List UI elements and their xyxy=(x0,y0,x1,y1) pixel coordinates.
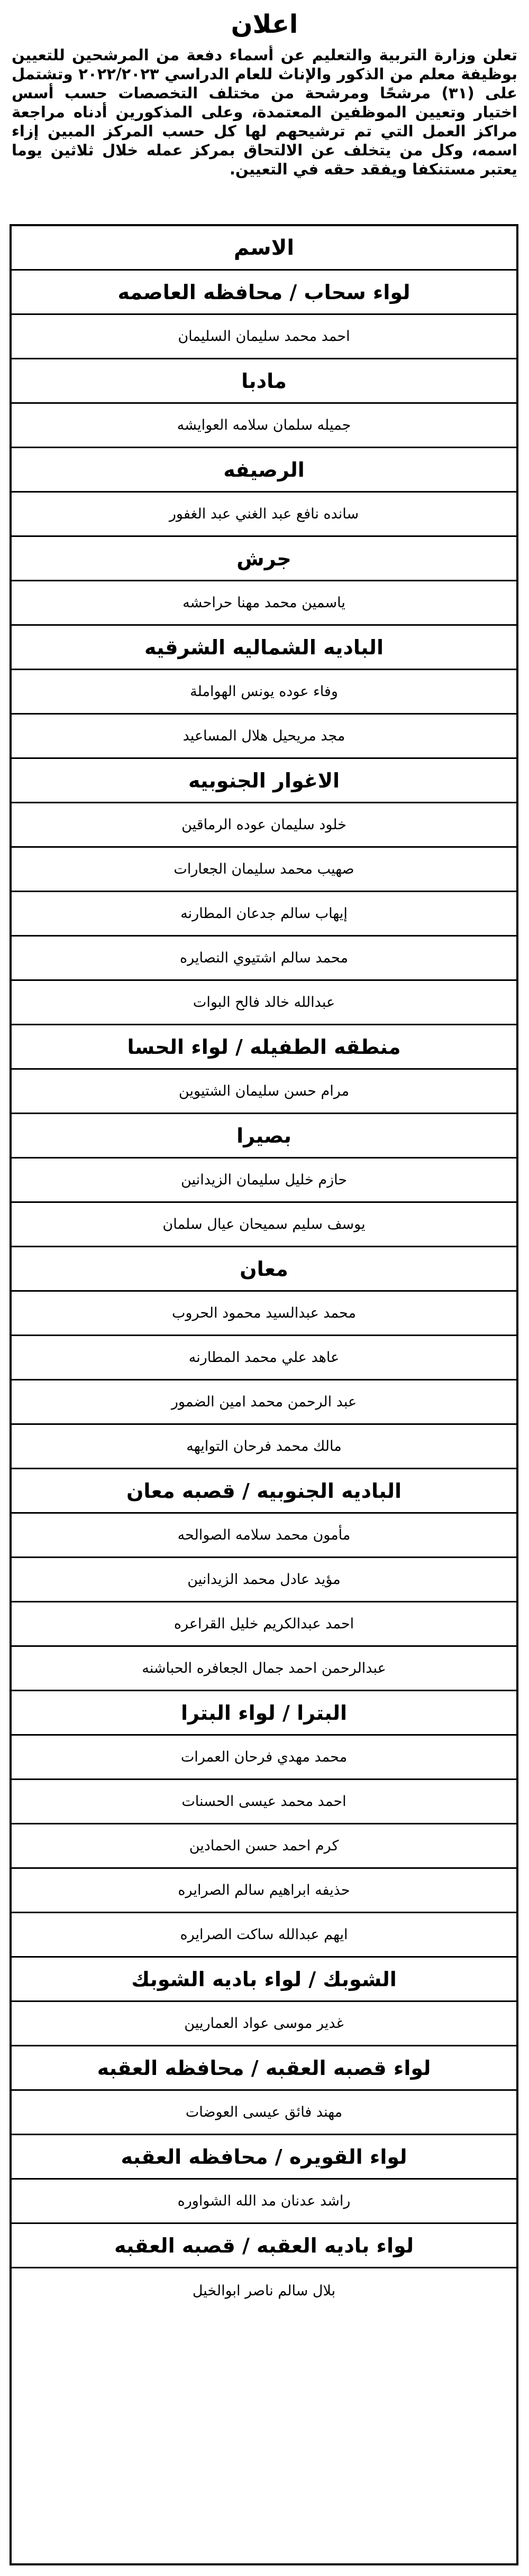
candidate-name: كرم احمد حسن الحمادين xyxy=(12,1824,516,1869)
region-heading: الرصيفه xyxy=(12,448,516,493)
region-heading: معان xyxy=(12,1247,516,1292)
table-header: الاسم xyxy=(12,226,516,271)
region-heading: البترا / لواء البترا xyxy=(12,1691,516,1736)
region-heading: بصيرا xyxy=(12,1114,516,1159)
announcement-title: اعلان xyxy=(231,10,298,39)
candidate-name: سانده نافع عبد الغني عبد الغفور xyxy=(12,493,516,537)
region-heading: الاغوار الجنوبيه xyxy=(12,759,516,803)
region-heading: لواء قصبه العقبه / محافظه العقبه xyxy=(12,2046,516,2091)
candidate-name: إيهاب سالم جدعان المطارنه xyxy=(12,892,516,937)
candidate-name: محمد سالم اشتيوي النصايره xyxy=(12,937,516,981)
candidate-name: جميله سلمان سلامه العوايشه xyxy=(12,404,516,448)
region-heading: الباديه الجنوبيه / قصبه معان xyxy=(12,1469,516,1514)
candidate-name: عبدالرحمن احمد جمال الجعافره الحباشنه xyxy=(12,1647,516,1691)
candidate-name: مجد مريحيل هلال المساعيد xyxy=(12,715,516,759)
candidate-name: غدير موسى عواد العماريين xyxy=(12,2002,516,2046)
candidate-name: راشد عدنان مد الله الشواوره xyxy=(12,2180,516,2224)
candidate-name: يوسف سليم سميحان عيال سلمان xyxy=(12,1203,516,1247)
candidate-name: محمد مهدي فرحان العمرات xyxy=(12,1736,516,1780)
region-heading: مادبا xyxy=(12,359,516,404)
candidate-name: مأمون محمد سلامه الصوالحه xyxy=(12,1514,516,1558)
candidate-name: احمد محمد سليمان السليمان xyxy=(12,315,516,359)
candidate-name: مالك محمد فرحان التوايهه xyxy=(12,1425,516,1469)
candidate-name: حذيفه ابراهيم سالم الصرايره xyxy=(12,1869,516,1913)
candidate-name: عبدالله خالد فالح البوات xyxy=(12,981,516,1025)
candidate-name: احمد محمد عيسى الحسنات xyxy=(12,1780,516,1824)
candidate-name: حازم خليل سليمان الزيدانين xyxy=(12,1159,516,1203)
candidates-table xyxy=(10,224,518,2565)
candidate-name: مهند فائق عيسى العوضات xyxy=(12,2091,516,2135)
region-heading: جرش xyxy=(12,537,516,581)
candidate-name: احمد عبدالكريم خليل القراعره xyxy=(12,1602,516,1647)
candidate-name: بلال سالم ناصر ابوالخيل xyxy=(192,2282,336,2299)
announcement-intro: تعلن وزارة التربية والتعليم عن أسماء دفعة من المرشحين للتعيين بوظيفة معلم من الذكور والإناث للعام الدراسي ٢٠٢٢/٢٠٢٣ وتشتمل على (٣١) مرشحًا ومرشحة من مختلف التخصصات حسب أسس اختيار وتعيين الموظفين المعتمدة، وعلى المذكورين أدناه مراجعة مراكز العمل التي تم ترشيحهم لها كل حسب المركز المبين إزاء اسمه، وكل من يتخلف عن الالتحاق بمركز عمله خلال ثلاثين يوما يعتبر مستنكفا ويفقد حقه في التعيين. xyxy=(12,46,518,178)
candidate-name: وفاء عوده يونس الهواملة xyxy=(12,670,516,715)
candidate-name: محمد عبدالسيد محمود الحروب xyxy=(12,1292,516,1336)
candidate-name: خلود سليمان عوده الرماقين xyxy=(12,803,516,848)
candidate-name: عاهد علي محمد المطارنه xyxy=(12,1336,516,1380)
candidate-name: عبد الرحمن محمد امين الضمور xyxy=(12,1380,516,1425)
candidate-name: مرام حسن سليمان الشتيوين xyxy=(12,1070,516,1114)
candidate-name: ياسمين محمد مهنا حراحشه xyxy=(12,581,516,626)
candidate-name: ايهم عبدالله ساكت الصرايره xyxy=(12,1913,516,1958)
candidate-name: مؤيد عادل محمد الزيدانين xyxy=(12,1558,516,1602)
region-heading: لواء سحاب / محافظه العاصمه xyxy=(12,271,516,315)
region-heading: منطقه الطفيله / لواء الحسا xyxy=(12,1025,516,1070)
region-heading: الشوبك / لواء باديه الشوبك xyxy=(12,1958,516,2002)
announcement-page xyxy=(0,3,529,2576)
candidate-name: صهيب محمد سليمان الجعارات xyxy=(12,848,516,892)
region-heading: الباديه الشماليه الشرقيه xyxy=(12,626,516,670)
region-heading: لواء القويره / محافظه العقبه xyxy=(12,2135,516,2180)
region-heading: لواء باديه العقبه / قصبه العقبه xyxy=(12,2224,516,2268)
